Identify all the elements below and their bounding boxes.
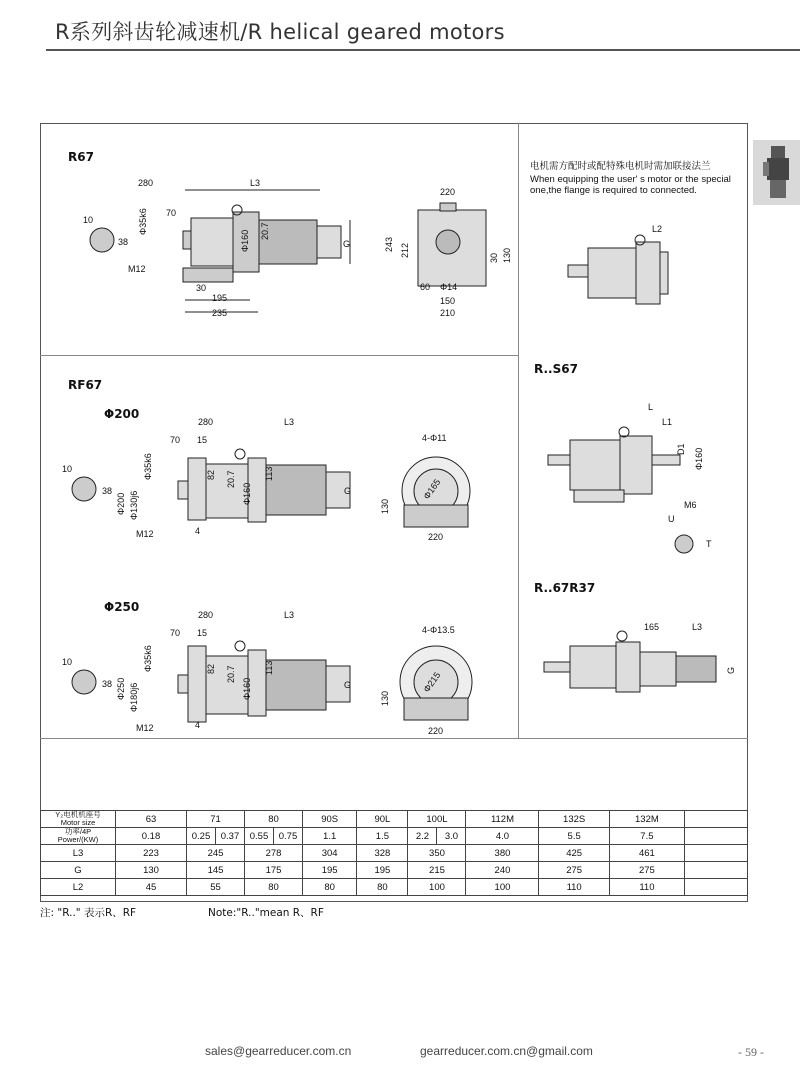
dim-rf250-35k6: Φ35k6 (143, 645, 153, 672)
dim-rf200-m12: M12 (136, 529, 154, 539)
r67r37-view (544, 631, 716, 692)
dim-rf250-250: Φ250 (116, 677, 126, 700)
dim-r67-280: 280 (138, 178, 154, 188)
table-cell: 80 (303, 879, 357, 896)
dim-r67r37-g: G (726, 666, 736, 674)
table-cell: 1.5 (357, 828, 408, 845)
dim-r67-30: 30 (196, 283, 207, 293)
dim-rf250-m12: M12 (136, 723, 154, 733)
table-cell: 245 (187, 845, 245, 862)
dim-rf200-130: 130 (380, 498, 390, 514)
dim-rf200-220: 220 (428, 532, 444, 542)
table-cell: 275 (609, 862, 684, 879)
dim-rf250-4: 4 (195, 720, 201, 730)
table-cell-empty (685, 862, 748, 879)
dim-r67-130: 130 (502, 247, 512, 263)
table-cell: 275 (539, 862, 609, 879)
table-cell: 1.1 (303, 828, 357, 845)
dim-rf250-180j6: Φ180j6 (129, 682, 139, 712)
table-cell: 55 (187, 879, 245, 896)
dim-r67-m12: M12 (128, 264, 146, 274)
dim-rf250-280: 280 (198, 610, 214, 620)
dim-rf250-220: 220 (428, 726, 444, 736)
table-cell: 175 (245, 862, 303, 879)
table-cell: 215 (408, 862, 466, 879)
dim-rf250-38: 38 (102, 679, 113, 689)
row-label-g: G (41, 862, 116, 879)
dim-r67-35k6: Φ35k6 (138, 208, 148, 235)
table-cell: 3.0 (437, 828, 466, 845)
dim-rf250-207: 20.7 (226, 665, 236, 683)
dim-rf200-207: 20.7 (226, 470, 236, 488)
dim-r67-210: 210 (440, 308, 456, 318)
dim-r67-235: 235 (212, 308, 228, 318)
r67-side-view (183, 190, 350, 312)
page-title: R系列斜齿轮减速机/R helical geared motors (55, 20, 505, 44)
table-cell-empty (685, 811, 748, 828)
section-label-rf67: RF67 (68, 378, 103, 392)
dim-r67-150: 150 (440, 296, 456, 306)
dim-rf200-130j6: Φ130j6 (129, 490, 139, 520)
table-cell: 240 (466, 862, 539, 879)
dim-rs67-l1: L1 (662, 417, 673, 427)
table-cell: 100L (408, 811, 466, 828)
table-cell: 90S (303, 811, 357, 828)
table-cell: 110 (609, 879, 684, 896)
dim-r67r37-l3: L3 (692, 622, 703, 632)
row-label-l3: L3 (41, 845, 116, 862)
table-cell: 0.18 (116, 828, 187, 845)
dim-r67-g: G (343, 239, 351, 249)
dim-r67-220: 220 (440, 187, 456, 197)
dim-r67-38: 38 (118, 237, 129, 247)
dim-rf250-215: Φ215 (421, 670, 443, 695)
rs67-view (548, 427, 680, 502)
dim-r67-60: 60 (420, 282, 431, 292)
table-cell: 304 (303, 845, 357, 862)
dim-r67-212: 212 (400, 242, 410, 258)
table-cell: 45 (116, 879, 187, 896)
table-cell: 328 (357, 845, 408, 862)
table-cell: 350 (408, 845, 466, 862)
table-row-l2 (41, 879, 748, 896)
page-number: - 59 - (738, 1045, 764, 1059)
dim-rf200-38: 38 (102, 486, 113, 496)
header-power: 功率/4P Power/(KW) (41, 828, 116, 845)
dim-rf250-135: 4-Φ13.5 (422, 625, 455, 635)
dim-rf250-82: 82 (206, 663, 216, 674)
table-cell: 4.0 (466, 828, 539, 845)
table-cell-empty (685, 845, 748, 862)
dim-r67-160: Φ160 (240, 229, 250, 252)
dim-r67-70: 70 (166, 208, 177, 218)
dim-rf200-15: 15 (197, 435, 208, 445)
dim-rf250-70: 70 (170, 628, 181, 638)
table-cell: 195 (357, 862, 408, 879)
table-cell: 100 (466, 879, 539, 896)
table-cell: 71 (187, 811, 245, 828)
footer-note-cn: 注: "R.." 表示R、RF (40, 907, 137, 919)
dim-rf200-4: 4 (195, 526, 201, 536)
table-cell: 0.55 (245, 828, 274, 845)
table-cell: 2.2 (408, 828, 437, 845)
dim-rf200-11: 4-Φ11 (422, 433, 447, 443)
table-cell: 461 (609, 845, 684, 862)
table-row-g (41, 862, 748, 879)
table-cell: 5.5 (539, 828, 609, 845)
table-cell: 80 (245, 811, 303, 828)
dim-r67-207: 20.7 (260, 222, 270, 240)
dim-rf200-113: 113 (264, 466, 274, 481)
section-label-r67: R67 (68, 150, 94, 164)
dim-rf200-10: 10 (62, 464, 73, 474)
dim-rs67-u: U (668, 514, 675, 524)
dim-rf250-l3: L3 (284, 610, 295, 620)
header-motor-size: Y₂电机机座号 Motor size (41, 811, 116, 828)
table-cell: 80 (357, 879, 408, 896)
flange-note-en: When equipping the user' s motor or the special one,the flange is required to connected. (530, 174, 731, 196)
section-label-rs67: R..S67 (534, 362, 578, 376)
dim-r67r37-165: 165 (644, 622, 660, 632)
footer-email-link[interactable]: sales@gearreducer.com.cn (205, 1044, 352, 1058)
table-cell: 145 (187, 862, 245, 879)
dim-rf250-160: Φ160 (242, 677, 252, 700)
dim-rf250-15: 15 (197, 628, 208, 638)
section-label-r67r37: R..67R37 (534, 581, 596, 595)
dim-rs67-160: Φ160 (694, 447, 704, 470)
table-cell: 278 (245, 845, 303, 862)
table-cell: 380 (466, 845, 539, 862)
dim-rf200-280: 280 (198, 417, 214, 427)
r67-end-view (418, 203, 486, 286)
dim-rf200-l3: L3 (284, 417, 295, 427)
table-cell: 100 (408, 879, 466, 896)
table-cell: 223 (116, 845, 187, 862)
dim-rf200-82: 82 (206, 469, 216, 480)
dim-r67-30b: 30 (489, 252, 499, 263)
footer-note-en: Note:"R.."mean R、RF (208, 907, 324, 919)
table-cell: 112M (466, 811, 539, 828)
table-cell: 132S (539, 811, 609, 828)
table-cell: 7.5 (609, 828, 684, 845)
table-cell: 90L (357, 811, 408, 828)
dim-rf250-113: 113 (264, 660, 274, 675)
dim-rf250-10: 10 (62, 657, 73, 667)
table-cell: 110 (539, 879, 609, 896)
table-cell: 195 (303, 862, 357, 879)
motor-spec-table (40, 810, 748, 896)
table-row-power (41, 828, 748, 845)
dim-rs67-m6: M6 (684, 500, 697, 510)
dim-rs67-d1: D1 (676, 443, 686, 455)
footer-email-link-2[interactable]: gearreducer.com.cn@gmail.com (420, 1044, 593, 1058)
table-cell: 0.75 (274, 828, 303, 845)
table-cell: 0.37 (216, 828, 245, 845)
table-cell: 132M (609, 811, 684, 828)
dim-rf200-g: G (344, 486, 352, 496)
dim-flange-l2: L2 (652, 224, 663, 234)
dim-r67-195: 195 (212, 293, 228, 303)
dim-rf200-165: Φ165 (421, 477, 443, 502)
table-row-motor-size (41, 811, 748, 828)
table-cell-empty (685, 828, 748, 845)
rf67-200-side-view (178, 449, 350, 522)
dim-rs67-l: L (648, 402, 654, 412)
table-cell: 0.25 (187, 828, 216, 845)
row-label-l2: L2 (41, 879, 116, 896)
dim-r67-l3: L3 (250, 178, 261, 188)
section-label-phi200: Φ200 (104, 407, 140, 421)
dim-r67-243: 243 (384, 236, 394, 252)
dim-rf200-160: Φ160 (242, 482, 252, 505)
dim-rf250-130: 130 (380, 690, 390, 706)
flange-detail-view (568, 235, 668, 304)
section-label-phi250: Φ250 (104, 600, 140, 614)
dim-rs67-t: T (706, 539, 712, 549)
table-cell: 80 (245, 879, 303, 896)
table-cell: 130 (116, 862, 187, 879)
rf67-250-side-view (178, 641, 350, 722)
table-cell: 63 (116, 811, 187, 828)
flange-note-cn: 电机需方配时或配特殊电机时需加联接法兰 (530, 161, 711, 172)
dim-rf200-35k6: Φ35k6 (143, 453, 153, 480)
dim-r67-10: 10 (83, 215, 94, 225)
dim-rf250-g: G (344, 680, 352, 690)
table-cell-empty (685, 879, 748, 896)
table-cell: 425 (539, 845, 609, 862)
dim-r67-14: Φ14 (440, 282, 458, 292)
dim-rf200-70: 70 (170, 435, 181, 445)
dim-rf200-200: Φ200 (116, 492, 126, 515)
table-row-l3 (41, 845, 748, 862)
